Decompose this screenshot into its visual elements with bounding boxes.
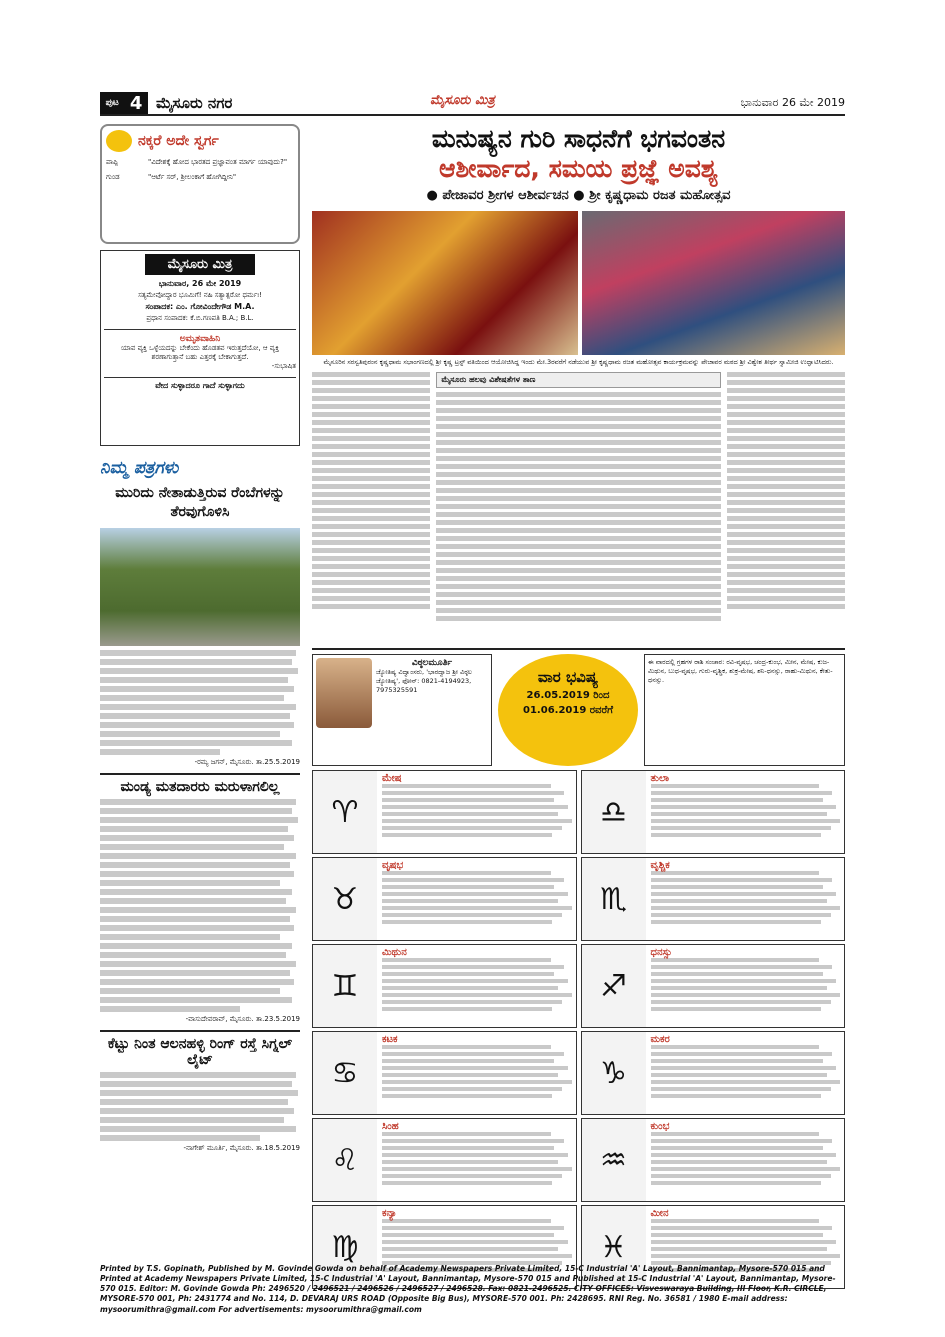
sub-headline: ● ಪೇಜಾವರ ಶ್ರೀಗಳ ಆಶೀರ್ವಚನ ● ಶ್ರೀ ಕೃಷ್ಣಧಾಮ ರಜತ ಮಹೋತ್ಸವ [426, 188, 731, 203]
newspaper-page [100, 90, 845, 1265]
brand-date: ಭಾನುವಾರ, 26 ಮೇ 2019 [158, 279, 242, 288]
zodiac-name: ಕುಂಭ [650, 1121, 670, 1132]
zodiac-text [649, 1119, 845, 1201]
horoscope-section [312, 648, 845, 1265]
zodiac-entry [581, 944, 846, 1028]
joke-text: "ಆರ್ಟೆ ಸರ್, ಶ್ರೀಲಂಕಾಗೆ ಹೋಗಿದ್ದೀನಿ" [148, 173, 237, 181]
zodiac-text [649, 1032, 845, 1114]
zodiac-entry [581, 770, 846, 854]
joke-speaker: ಪಾಪ್ಪಿ [106, 158, 118, 166]
zodiac-icon: ♍ [313, 1206, 377, 1288]
horoscope-header [312, 654, 845, 766]
joke-title: ನಕ್ಕರೆ ಅದೇ ಸ್ವರ್ಗ [138, 133, 219, 149]
ceremony-photo [312, 211, 578, 355]
zodiac-name: ಕನ್ಯಾ [382, 1208, 397, 1219]
zodiac-column-left [312, 770, 577, 1292]
zodiac-name: ತುಲಾ [650, 773, 669, 784]
zodiac-name: ಮೀನ [650, 1208, 669, 1219]
zodiac-icon: ♒ [582, 1119, 646, 1201]
letter-3-signature: -ನಾಗೇಶ್ ಮೂರ್ತಿ, ಮೈಸೂರು. ತಾ.18.5.2019 [183, 1143, 300, 1152]
zodiac-icon: ♐ [582, 945, 646, 1027]
zodiac-icon: ♓ [582, 1206, 646, 1288]
astrologer-card [312, 654, 492, 766]
joke-speaker: ಗುಂಡ [106, 173, 120, 181]
zodiac-name: ವೃಷಭ [382, 860, 404, 871]
zodiac-text [649, 945, 845, 1027]
horoscope-to: 01.06.2019 ರವರೆಗೆ [523, 705, 613, 716]
zodiac-icon: ♋ [313, 1032, 377, 1114]
letter-1-body [100, 650, 300, 755]
left-column [100, 124, 300, 1159]
zodiac-entry [312, 770, 577, 854]
zodiac-entry [312, 1031, 577, 1115]
zodiac-text [649, 771, 845, 853]
zodiac-icon: ♏ [582, 858, 646, 940]
photo-caption: ಮೈಸೂರಿನ ಸರಸ್ವತಿಪುರಂನ ಕೃಷ್ಣಧಾಮ ಸಭಾಂಗಣದಲ್ಲಿ ಶ್ರೀ ಕೃಷ್ಣ ಟ್ರಸ್ಟ್ ವತಿಯಿಂದ ಆಯೋಜಿಸಿದ್ದ ಇಂದು ಮೇ.3ರವರೆಗೆ ನಡೆಯುವ ಶ್ರೀ ಕೃಷ್ಣಧಾಮ ರಜತ ಮಹೋತ್ಸವ ಕಾರ್ಯಕ್ರಮವನ್ನು ಪೇಜಾವರ ಮಠದ ಶ್ರೀ ವಿಶ್ವೇಶ ತೀರ್ಥ ಸ್ವಾಮೀಜಿ ಉದ್ಘಾಟಿಸಿದರು. [323, 358, 834, 366]
letter-3-body [100, 1072, 300, 1141]
letter-1-signature: -ರಮ್ಯ ಜಗನ್, ಮೈಸೂರು. ತಾ.25.5.2019 [194, 757, 300, 766]
zodiac-grid [312, 770, 845, 1292]
planet-transit-box: ಈ ವಾರದಲ್ಲಿ ಗ್ರಹಗಳ ರಾಶಿ ಸಂಚಾರ: ರವಿ-ವೃಷಭ, ಚಂದ್ರ-ಕುಂಭ, ಮೀನ, ಮೇಷ, ಕುಜ-ಮಿಥುನ, ಬುಧ-ವೃಷಭ, ಗುರು-ವೃಶ್ಚಿಕ, ಶುಕ್ರ-ಮೇಷ, ಶನಿ-ಧನಸ್ಸು, ರಾಹು-ಮಿಥುನ, ಕೇತು-ಧನಸ್ಸು. [644, 654, 845, 766]
amrutha-text: ಯಾವ ವ್ಯಕ್ತಿ ಒಳ್ಳೆಯದನ್ನು ಬೇಕೆಂದು ಹೊಡತವ ಇರುತ್ತದೆಯೋ, ಆ ವ್ಯಕ್ತಿ ಶರಣಾಗುತ್ತಾನೆ ಬಹು ಎತ್ತರಕ್ಕೆ ಬೇಕಾಗುತ್ತದೆ. [120, 344, 280, 361]
zodiac-icon: ♈ [313, 771, 377, 853]
letter-1-title: ಮುರಿದು ನೇತಾಡುತ್ತಿರುವ ರೆಂಬೆಗಳನ್ನು ತೆರವುಗೊಳಿಸಿ [115, 485, 285, 520]
joke-text: "ವಿದೇಶಕ್ಕೆ ಹೋದ ಭಾರತದ ಪ್ರಜ್ಞಾವಂತ ಮಾರ್ಗ ಯಾವುದು?" [148, 158, 288, 166]
amrutha-credit: -ಸುಭಾಷಿತ [271, 362, 296, 370]
zodiac-name: ಸಿಂಹ [382, 1121, 399, 1132]
article-body [312, 372, 845, 662]
astrologer-name: ವಿಠ್ಠಲಮೂರ್ತಿ [411, 658, 453, 668]
audience-photo [582, 211, 845, 355]
main-article [312, 124, 845, 662]
zodiac-icon: ♉ [313, 858, 377, 940]
article-column [727, 372, 845, 662]
zodiac-entry [312, 1118, 577, 1202]
paper-info-box [100, 250, 300, 446]
zodiac-name: ಮೇಷ [382, 773, 402, 784]
imprint-footer: Printed by T.S. Gopinath, Published by M. Govinde Gowda on behalf of Academy Newspapers Private Limited, 15-C Industrial 'A' Layout, Bannimantap, Mysore-570 015 and Printed at Academy Newspapers Private Limited, 15-C Industrial 'A' Layout, Bannimantap, Mysore-570 015 and Published at 15-C Industrial 'A' Layout, Bannimantap, Mysore-570 015. Editor: M. Govinde Gowda Ph: 2496520 / 2496521 / 2496526 / 2496527 / 2496528. Fax: 0821-2496525. CITY OFFICES: Visveswaraya Building, III Floor, K.R. CIRCLE, MYSORE-570 001, Ph: 2431774 and No. 114, D. DEVARAJ URS ROAD (Opposite Big Bus), MYSORE-570 001. Ph: 2428695. RNI Reg. No. 36581 / 1980 E-mail address: mysoorumithra@gmail.com For advertisements: mysoorumithra@gmail.com [100, 1264, 836, 1314]
zodiac-entry [581, 1031, 846, 1115]
section-title: ಮೈಸೂರು ನಗರ [156, 94, 233, 112]
weekly-horoscope-badge [498, 654, 638, 766]
paper-name: ಮೈಸೂರು ಮಿತ್ರ [430, 93, 495, 108]
letter-2-title: ಮಂಡ್ಯ ಮತದಾರರು ಮರುಳಾಗಲಿಲ್ಲ [100, 773, 300, 795]
zodiac-name: ಮಕರ [650, 1034, 670, 1045]
zodiac-text [380, 1119, 576, 1201]
issue-date: ಭಾನುವಾರ 26 ಮೇ 2019 [740, 96, 845, 109]
proverb: ವೇದ ಸುಳ್ಳಾದರೂ ಗಾದೆ ಸುಳ್ಳಾಗದು [104, 377, 296, 391]
page-label: ಪುಟ [105, 98, 119, 108]
page-number: 4 [129, 92, 143, 114]
brand-motto: ಸತ್ಯಮೇವೋದ್ಧಾರ ಭೂಮಿಗೆ! ನಹಿ ಸತ್ಯಾತ್ಪರೋ ಧರ್ಮಃ! [138, 291, 262, 299]
letters-heading: ನಿಮ್ಮ ಪತ್ರಗಳು [100, 458, 179, 478]
zodiac-icon: ♊ [313, 945, 377, 1027]
zodiac-text [380, 945, 576, 1027]
masthead [100, 90, 845, 116]
zodiac-name: ಕಟಕ [382, 1034, 398, 1045]
zodiac-entry [312, 857, 577, 941]
zodiac-entry [312, 944, 577, 1028]
highlight-title: ಮೈಸೂರು ಹಲವು ವಿಶೇಷತೆಗಳ ತಾಣ [436, 372, 720, 388]
brand-associate: ಪ್ರಧಾನ ಸಂಪಾದಕ: ಕೆ.ಬಿ.ಗಣಪತಿ B.A.; B.L. [146, 314, 254, 322]
joke-box [100, 124, 300, 244]
astrologer-portrait [316, 658, 372, 728]
letter-3-title: ಕೆಟ್ಟು ನಿಂತ ಆಲನಹಳ್ಳಿ ರಿಂಗ್ ರಸ್ತೆ ಸಿಗ್ನಲ್ ಲೈಟ್ [100, 1030, 300, 1068]
zodiac-column-right [581, 770, 846, 1292]
zodiac-text [380, 858, 576, 940]
zodiac-text [380, 1032, 576, 1114]
joke-title-row [106, 130, 294, 152]
zodiac-name: ವೃಶ್ಚಿಕ [650, 860, 670, 871]
article-column [312, 372, 430, 662]
zodiac-name: ಧನಸ್ಸು [650, 947, 672, 958]
headline-line-1: ಮನುಷ್ಯನ ಗುರಿ ಸಾಧನೆಗೆ ಭಗವಂತನ [431, 124, 726, 153]
horoscope-from: 26.05.2019 ರಿಂದ [526, 690, 610, 701]
zodiac-icon: ♌ [313, 1119, 377, 1201]
page-number-badge [100, 92, 148, 114]
tree-photo [100, 528, 300, 646]
highlight-box [436, 372, 720, 662]
amrutha-title: ಅಮೃತವಾಹಿನಿ [104, 329, 296, 344]
zodiac-entry [581, 1118, 846, 1202]
article-photos [312, 211, 845, 355]
zodiac-entry [581, 857, 846, 941]
joke-line [106, 158, 294, 167]
zodiac-text [380, 771, 576, 853]
brand-editor: ಸಂಪಾದಕ: ಎಂ. ಗೋವಿಂದೇಗೌಡ M.A. [145, 302, 255, 311]
paper-logo: ಮೈಸೂರು ಮಿತ್ರ [145, 254, 255, 275]
zodiac-name: ಮಿಥುನ [382, 947, 407, 958]
laughing-face-icon [106, 130, 132, 152]
zodiac-icon: ♑ [582, 1032, 646, 1114]
zodiac-icon: ♎ [582, 771, 646, 853]
letter-2-body [100, 799, 300, 1012]
headline-line-2: ಆಶೀರ್ವಾದ, ಸಮಯ ಪ್ರಜ್ಞೆ ಅವಶ್ಯ [439, 154, 718, 183]
astrologer-info: ಜ್ಯೋತಿಷ್ಯ ವಿದ್ವಾಂಸರು, 'ಭಾರದ್ವಾಜ ಶ್ರೀ ವಿಠ್ಠಲ ಜ್ಯೋತಿಷ್ಯ', ಫೋನ್: 0821-4194923, 7975325591 [376, 668, 472, 694]
joke-line [106, 173, 294, 182]
zodiac-text [649, 858, 845, 940]
horoscope-title: ವಾರ ಭವಿಷ್ಯ [537, 668, 599, 686]
letter-2-signature: -ವಾಸುದೇವರಾವ್, ಮೈಸೂರು. ತಾ.23.5.2019 [185, 1014, 300, 1023]
